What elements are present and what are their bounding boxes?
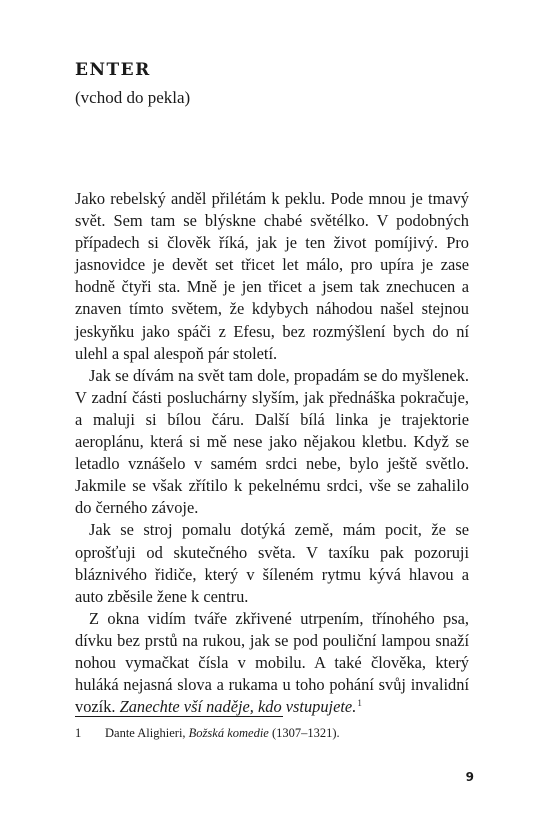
paragraph-text: Z okna vidím tváře zkřivené utrpením, třínohého psa, dívku bez prstů na rukou, jak se pod pouliční lampou snaží nohou vymačkat čísla v mobilu. A také člověka, který huláká nejasná slova a rukama u toho pohání svůj invalidní vozík. [75, 608, 469, 717]
footnote-author: Dante Alighieri, [105, 726, 189, 740]
chapter-subtitle: (vchod do pekla) [75, 88, 191, 107]
footnote-reference[interactable]: 1 [357, 697, 362, 708]
body-text [75, 188, 469, 718]
chapter-title: ENTER [75, 60, 151, 80]
paragraph: Jako rebelský anděl přilétám k peklu. Pode mnou je tmavý svět. Sem tam se blýskne chabé světélko. V podobných případech si člověk říká, jak je ten život pomíjivý. Pro jasnovidce je devět set třicet let málo, pro upíra je zase hodně čtyři sta. Mně je jen třicet a jsem tak znechucen a znaven tímto světem, že kdybych náhodou našel stejnou jeskyňku jako spáči z Efesu, bez rozmýšlení bych do ní ulehl a spal alespoň pár století. [75, 189, 469, 363]
paragraph: Jak se dívám na svět tam dole, propadám se do myšlenek. V zadní části posluchárny slyším, jak přednáška pokračuje, a maluji si bílou čáru. Další bílá linka je trajektorie aeroplánu, která si mě nese jako nějakou kletbu. Když se letadlo vznášelo v samém srdci nebe, bylo ještě světlo. Jakmile se však zřítilo k pekelnému srdci, vše se zahalilo do černého závoje. [75, 365, 469, 518]
footnote-years: (1307–1321). [268, 726, 340, 740]
paragraph-with-quote [75, 608, 469, 718]
paragraph: Jak se stroj pomalu dotýká země, mám pocit, že se oprošťuji od skutečného světa. V taxíku pak pozoruji bláznivého řidiče, který v šíleném rytmu kývá hlavou a auto zběsile žene k centru. [75, 520, 469, 606]
footnote-divider [75, 716, 283, 717]
dante-quote: Zanechte vší naděje, kdo vstupujete. [119, 697, 357, 717]
page-number: 9 [465, 770, 474, 784]
footnote-work-title: Božská komedie [188, 726, 269, 740]
footnote [75, 725, 469, 741]
footnote-number: 1 [75, 726, 82, 740]
